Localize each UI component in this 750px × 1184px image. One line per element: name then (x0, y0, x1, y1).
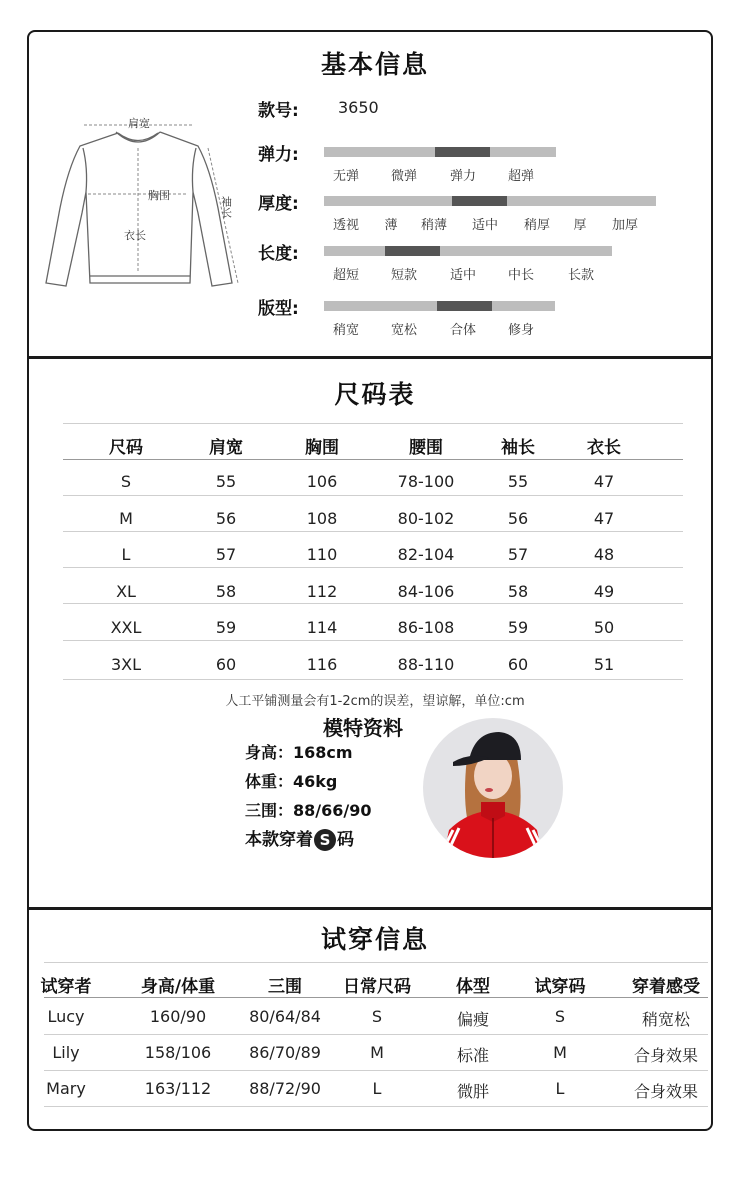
size-cell: 106 (306, 472, 338, 491)
size-header: 腰围 (409, 438, 443, 458)
attribute-option: 弹力 (449, 169, 477, 184)
try-on-cell: Lily (52, 1043, 80, 1062)
try-on-cell: 80/64/84 (249, 1007, 321, 1026)
size-cell: 51 (593, 654, 615, 674)
table-rule (44, 962, 708, 963)
attribute-bar-selected (437, 301, 492, 311)
attribute-bar-track (324, 246, 612, 256)
size-cell: S (120, 472, 132, 491)
table-rule (63, 603, 683, 604)
try-on-cell: 86/70/89 (249, 1043, 321, 1062)
size-cell: 88-110 (397, 654, 455, 674)
attribute-option: 稍厚 (523, 218, 551, 233)
attribute-bar-selected (385, 246, 440, 256)
model-measurements: 三围：88/66/90 (245, 801, 372, 820)
attribute-label: 版型: (258, 299, 299, 319)
size-header: 胸围 (305, 438, 339, 458)
attribute-option: 宽松 (390, 323, 418, 338)
size-cell: 80-102 (397, 508, 455, 528)
try-on-cell: L (372, 1079, 382, 1098)
size-cell: 82-104 (397, 545, 455, 564)
try-on-cell: L (555, 1079, 565, 1098)
garment-diagram (38, 108, 248, 298)
try-on-cell: 88/72/90 (249, 1079, 321, 1098)
section-divider (27, 356, 713, 359)
size-cell: 55 (507, 472, 529, 491)
try-on-header: 试穿码 (534, 977, 586, 997)
model-title: 模特资料 (323, 716, 403, 740)
model-photo (423, 718, 563, 858)
attribute-bar-selected (435, 147, 490, 157)
table-rule (63, 567, 683, 568)
model-height: 身高：168cm (245, 743, 353, 762)
try-on-title: 试穿信息 (320, 925, 429, 954)
attribute-label: 弹力: (258, 145, 299, 165)
size-header: 肩宽 (209, 438, 243, 458)
size-note: 人工平铺测量会有1-2cm的误差，望谅解，单位:cm (225, 694, 525, 709)
size-cell: 108 (306, 508, 338, 528)
try-on-cell: Lucy (47, 1007, 85, 1026)
size-cell: 78-100 (397, 472, 455, 491)
size-cell: 47 (593, 472, 615, 491)
try-on-cell: 标准 (456, 1046, 490, 1065)
attribute-option: 稍薄 (420, 218, 448, 233)
try-on-cell: M (370, 1043, 384, 1062)
try-on-header: 试穿者 (40, 977, 92, 997)
diagram-sleeve-label: 袖长 (219, 196, 233, 218)
size-cell: 60 (507, 654, 529, 674)
size-header: 尺码 (109, 438, 143, 458)
section-divider (27, 907, 713, 910)
table-rule (63, 531, 683, 532)
attribute-option: 中长 (507, 268, 535, 283)
attribute-option: 加厚 (611, 218, 639, 233)
attribute-label: 厚度: (258, 194, 299, 214)
size-cell: 49 (593, 581, 615, 601)
size-cell: 55 (215, 472, 237, 491)
size-cell: 59 (507, 618, 529, 637)
attribute-option: 稍宽 (332, 323, 360, 338)
size-cell: 84-106 (397, 581, 455, 601)
attribute-option: 短款 (390, 268, 418, 283)
attribute-option: 长款 (567, 268, 595, 283)
size-cell: 59 (215, 618, 237, 637)
table-rule (44, 997, 708, 998)
size-cell: 86-108 (397, 618, 455, 637)
try-on-cell: 合身效果 (633, 1082, 699, 1101)
attribute-option: 微弹 (390, 169, 418, 184)
size-cell: 3XL (110, 654, 142, 674)
style-no-label: 款号: (258, 101, 299, 121)
size-cell: 58 (215, 581, 237, 601)
diagram-chest-label: 胸围 (148, 189, 170, 202)
model-weight: 体重：46kg (245, 772, 338, 791)
try-on-header: 穿着感受 (632, 977, 700, 997)
attribute-option: 适中 (471, 218, 499, 233)
attribute-bar-selected (452, 196, 507, 206)
size-cell: 60 (215, 654, 237, 674)
attribute-option: 薄 (384, 218, 398, 233)
table-rule (44, 1070, 708, 1071)
table-rule (44, 1034, 708, 1035)
table-rule (63, 640, 683, 641)
try-on-cell: 偏瘦 (456, 1010, 490, 1029)
try-on-cell: 158/106 (144, 1043, 212, 1062)
size-cell: XL (116, 581, 136, 601)
size-cell: L (121, 545, 131, 564)
size-cell: 47 (593, 508, 615, 528)
size-cell: 58 (507, 581, 529, 601)
try-on-cell: 160/90 (149, 1007, 207, 1026)
attribute-option: 适中 (449, 268, 477, 283)
attribute-option: 透视 (332, 218, 360, 233)
model-wear-size (245, 825, 354, 851)
size-cell: 56 (507, 508, 529, 528)
size-header: 袖长 (501, 438, 535, 458)
table-rule (63, 495, 683, 496)
size-cell: 116 (306, 654, 338, 674)
attribute-option: 超短 (332, 268, 360, 283)
wear-suffix: 码 (337, 830, 354, 850)
size-cell: 57 (215, 545, 237, 564)
size-chart-title: 尺码表 (334, 380, 416, 409)
size-cell: 56 (215, 508, 237, 528)
attribute-option: 修身 (507, 323, 535, 338)
size-cell: 48 (593, 545, 615, 564)
size-header: 衣长 (587, 438, 621, 458)
try-on-header: 身高/体重 (140, 977, 216, 997)
try-on-cell: M (553, 1043, 567, 1062)
try-on-header: 三围 (268, 977, 302, 997)
try-on-cell: 163/112 (144, 1079, 212, 1098)
size-cell: 110 (306, 545, 338, 564)
table-rule (63, 679, 683, 680)
try-on-header: 日常尺码 (343, 977, 411, 997)
attribute-option: 合体 (449, 323, 477, 338)
attribute-option: 厚 (573, 218, 587, 233)
attribute-option: 超弹 (507, 169, 535, 184)
attribute-label: 长度: (258, 244, 299, 264)
size-cell: 112 (306, 581, 338, 601)
try-on-cell: S (371, 1007, 383, 1026)
basic-info-title: 基本信息 (320, 50, 429, 79)
size-cell: XXL (110, 618, 142, 637)
diagram-length-label: 衣长 (124, 229, 146, 242)
diagram-shoulder-label: 肩宽 (128, 117, 150, 130)
try-on-header: 体型 (456, 977, 490, 997)
try-on-cell: 合身效果 (633, 1046, 699, 1065)
size-cell: 57 (507, 545, 529, 564)
style-no-value: 3650 (338, 98, 379, 117)
try-on-cell: 微胖 (456, 1082, 490, 1101)
size-cell: 50 (593, 618, 615, 637)
table-rule (63, 423, 683, 424)
try-on-cell: S (554, 1007, 566, 1026)
wear-size-badge: S (314, 829, 336, 851)
wear-prefix: 本款穿着 (245, 830, 313, 850)
attribute-option: 无弹 (332, 169, 360, 184)
size-cell: M (119, 508, 133, 528)
size-cell: 114 (306, 618, 338, 637)
table-rule (63, 459, 683, 460)
try-on-cell: 稍宽松 (641, 1010, 691, 1029)
try-on-cell: Mary (46, 1079, 86, 1098)
table-rule (44, 1106, 708, 1107)
